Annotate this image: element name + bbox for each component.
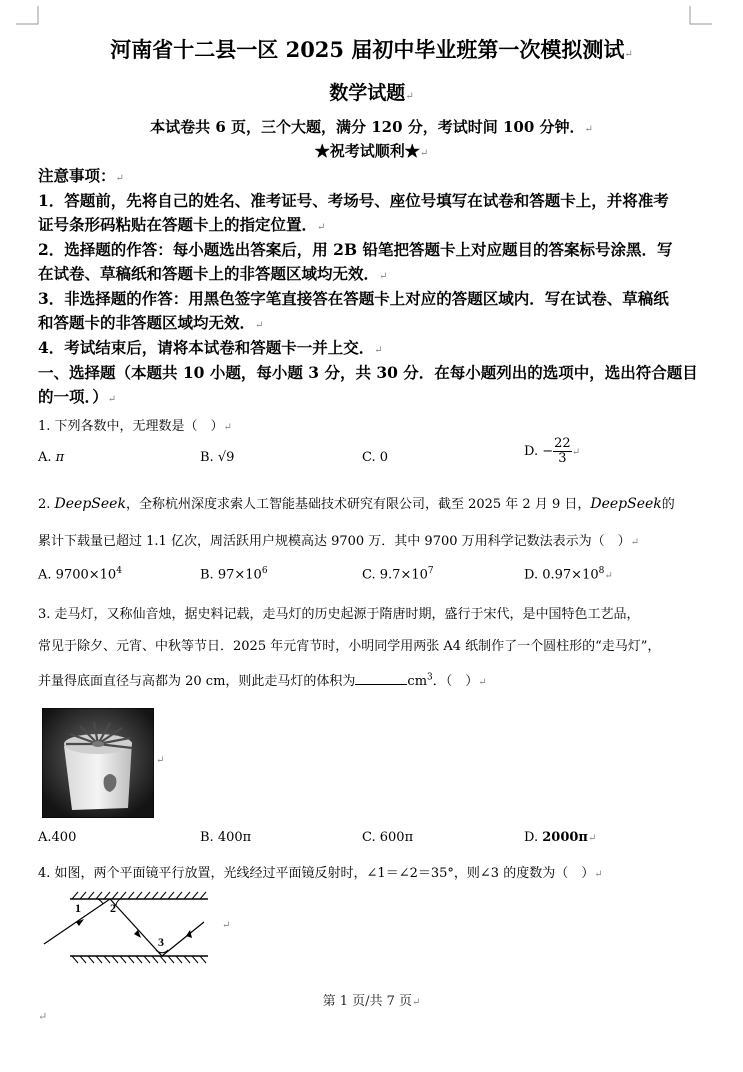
question-4-stem: 4. 如图，两个平面镜平行放置，光线经过平面镜反射时，∠1＝∠2＝35°，则∠3 的度数为（ ）↵	[38, 866, 603, 881]
paragraph-mark-icon: ↵	[374, 345, 383, 356]
paragraph-mark-icon: ↵	[107, 394, 117, 405]
paragraph-mark-icon: ↵	[412, 997, 421, 1008]
answer-blank	[355, 672, 407, 685]
q1-option-d: D. − $\frac{22}{3}$ ↵	[524, 436, 581, 466]
paragraph-mark-icon: ↵	[630, 537, 640, 548]
note-line: 证号条形码粘贴在答题卡上的指定位置．↵	[38, 215, 326, 234]
question-3-line3: 并量得底面直径与高都为 20 cm，则此走马灯的体积为 $cm^3$．（ ）↵	[38, 672, 487, 689]
paragraph-mark-icon: ↵	[115, 173, 124, 184]
paragraph-mark-icon: ↵	[222, 920, 231, 931]
q3-option-b: B. 400π	[200, 830, 252, 845]
q1-option-a: A. π	[38, 450, 65, 465]
q3-option-a: A.400	[38, 830, 77, 845]
q2-option-c: C. $9.7\times 10^7$	[362, 566, 434, 583]
q3-option-c: C. 600π	[362, 830, 414, 845]
section-heading: 一、选择题（本题共 10 小题，每小题 3 分，共 30 分．在每小题列出的选项中，选出符合题目	[38, 363, 698, 382]
paragraph-mark-icon: ↵	[255, 320, 264, 331]
paragraph-mark-icon: ↵	[587, 833, 597, 844]
q2-option-b: B. $97\times 10^6$	[200, 566, 268, 583]
exam-info: 本试卷共 6 页，三个大题，满分 120 分，考试时间 100 分钟．↵	[150, 118, 593, 136]
fraction: $\frac{22}{3}$	[554, 436, 571, 466]
note-line: 和答题卡的非答题区域均无效．↵	[38, 313, 264, 332]
paragraph-mark-icon: ↵	[223, 422, 232, 433]
question-1-stem: 1. 下列各数中，无理数是（ ）↵	[38, 419, 232, 434]
note-line: 2．选择题的作答：每小题选出答案后，用 2B 铅笔把答题卡上对应题目的答案标号涂黑．写	[38, 240, 673, 259]
angle-label-1: 1	[75, 901, 81, 915]
paragraph-mark-icon: ↵	[571, 447, 581, 458]
paragraph-mark-icon: ↵	[156, 755, 165, 766]
q1-option-b: B. √9	[200, 450, 235, 465]
paragraph-mark-icon: ↵	[379, 271, 388, 282]
paragraph-mark-icon: ↵	[624, 49, 633, 60]
note-line: 在试卷、草稿纸和答题卡上的非答题区域均无效．↵	[38, 264, 388, 283]
paragraph-mark-icon: ↵	[478, 677, 487, 688]
q3-option-d: D. 2000π↵	[524, 830, 597, 845]
note-line: 4．考试结束后，请将本试卷和答题卡一并上交．↵	[38, 338, 383, 357]
question-2-line1: 2. DeepSeek，全称杭州深度求索人工智能基础技术研究有限公司，截至 2025 年 2 月 9 日，DeepSeek的	[38, 496, 675, 512]
mirror-diagram	[40, 888, 220, 968]
paragraph-mark-icon: ↵	[584, 124, 593, 135]
exam-title: 河南省十二县一区 2025 届初中毕业班第一次模拟测试↵	[110, 37, 633, 62]
paragraph-mark-icon: ↵	[419, 148, 429, 159]
exam-wish: ★祝考试顺利★↵	[314, 142, 429, 160]
q1-option-c: C. 0	[362, 450, 389, 465]
notes-heading: 注意事项：↵	[38, 166, 124, 185]
page-footer: 第 1 页/共 7 页↵	[322, 994, 421, 1009]
paragraph-mark-icon: ↵	[604, 570, 613, 582]
q2-option-d: D. $0.97\times 10^8↵$	[524, 566, 613, 583]
question-3-line1: 3. 走马灯，又称仙音烛，据史料记载，走马灯的历史起源于隋唐时期，盛行于宋代，是中国特色工艺品，	[38, 607, 640, 622]
note-line: 3．非选择题的作答：用黑色签字笔直接答在答题卡上对应的答题区域内．写在试卷、草稿纸	[38, 289, 669, 308]
lantern-photo	[42, 708, 154, 818]
crop-mark-top-right	[688, 6, 712, 26]
angle-label-3: 3	[158, 935, 164, 949]
note-line: 1．答题前，先将自己的姓名、准考证号、考场号、座位号填写在试卷和答题卡上，并将准考	[38, 191, 669, 210]
paragraph-mark-icon: ↵	[38, 1010, 48, 1023]
section-heading-cont: 的一项．）↵	[38, 387, 117, 406]
angle-label-2: 2	[110, 901, 116, 915]
q2-option-a: A. $9700\times 10^4$	[38, 566, 122, 583]
paragraph-mark-icon: ↵	[405, 91, 414, 102]
paragraph-mark-icon: ↵	[594, 869, 603, 880]
exam-subtitle: 数学试题↵	[329, 82, 414, 104]
paragraph-mark-icon: ↵	[317, 222, 326, 233]
question-3-line2: 常见于除夕、元宵、中秋等节日．2025 年元宵节时，小明同学用两张 A4 纸制作了一个圆柱形的“走马灯”，	[38, 639, 661, 654]
question-2-line2: 累计下载量已超过 1.1 亿次，周活跃用户规模高达 9700 万．其中 9700 万用科学记数法表示为（ ）↵	[38, 534, 640, 549]
crop-mark-top-left	[16, 6, 40, 26]
